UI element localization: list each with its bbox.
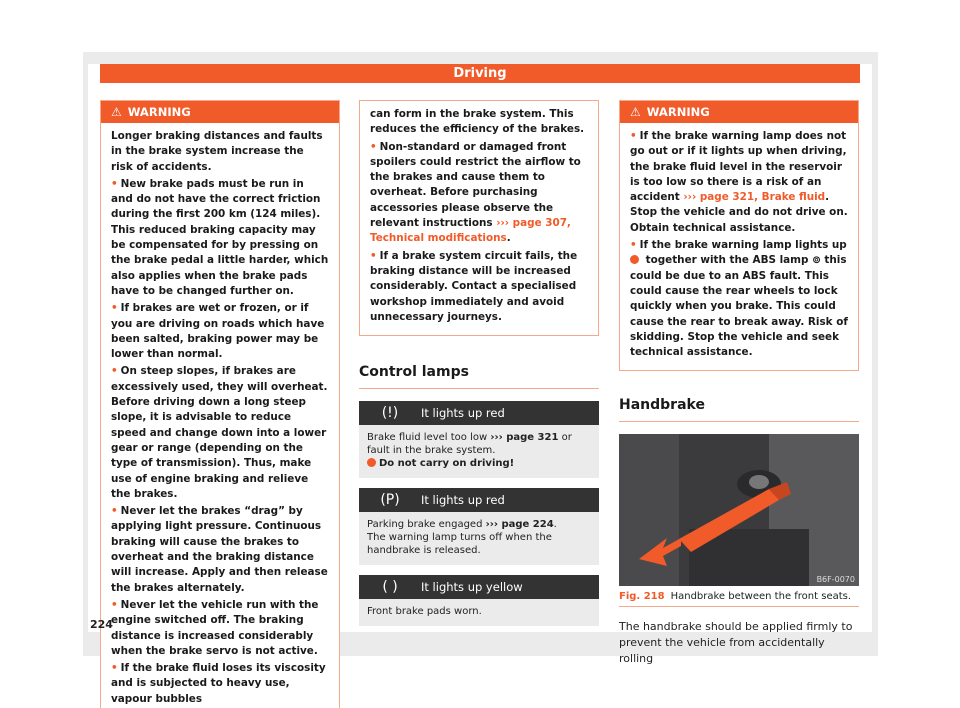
bullet-icon: • [111, 177, 118, 190]
warning-bullet: • Non-standard or damaged front spoilers could restrict the airflow to the brakes and cause them to overheat. Before purchasing accessories please observe the relevant instructions ››› page 307, Technical modifications. [370, 140, 581, 245]
bullet-icon: • [630, 130, 637, 142]
column-3 [619, 100, 859, 667]
bullet-icon: • [370, 140, 377, 153]
warning-box-2 [619, 100, 859, 371]
warning-bullet: • Never let the vehicle run with the engine switched off. The braking distance is increased considerably when the brake servo is not active. [111, 598, 319, 657]
handbrake-illustration [619, 434, 859, 586]
bullet-icon: • [111, 505, 118, 518]
lamp-brake-fluid [359, 401, 599, 478]
bullet-icon: • [111, 598, 118, 611]
brake-lamp-icon [630, 255, 639, 264]
lamp-header [359, 488, 599, 512]
lamp-header [359, 575, 599, 599]
warning-box-1 [100, 100, 340, 708]
warning-bullet: • If brakes are wet or frozen, or if you are driving on roads which have been salted, braking power may be lower than normal. [111, 302, 325, 361]
warning-bullet: • On steep slopes, if brakes are excessively used, they will overheat. Before driving down a long steep slope, it is advisable to reduce speed and change down into a lower gear or range (depending on the type of transmission). Thus, make use of engine braking and relieve the brakes. [111, 365, 328, 500]
lamp-label: It lights up red [421, 406, 505, 421]
brake-warning-icon: (!) [381, 405, 399, 422]
column-2 [359, 100, 599, 636]
lamp-description: Brake fluid level too low ››› page 321 or fault in the brake system. Do not carry on driving! [359, 425, 599, 478]
stop-icon [367, 458, 376, 467]
lamp-description: Parking brake engaged ››› page 224. The warning lamp turns off when the handbrake is released. [359, 512, 599, 565]
bullet-icon: • [111, 365, 118, 378]
figure-caption: Fig. 218 Handbrake between the front seats. [619, 586, 859, 607]
warning-bullet: • If the brake warning lamp does not go out or if it lights up when driving, the brake fluid level in the reservoir is too low so there is a risk of an accident ››› page 321, Brake fluid. Stop the vehicle and do not drive on. Obtain technical assistance. [630, 130, 848, 234]
bullet-icon: • [630, 239, 637, 252]
warning-header: ⚠ WARNING [101, 101, 339, 123]
bullet-icon: • [111, 662, 118, 675]
page-number: 224 [90, 618, 113, 631]
page-link[interactable]: ››› page 224 [485, 519, 554, 531]
warning-box-continued [359, 100, 599, 336]
technical-modifications-link[interactable]: ››› page 307, Technical modifications [370, 217, 571, 245]
lamp-label: It lights up yellow [421, 580, 523, 595]
handbrake-title: Handbrake [619, 397, 859, 422]
lamp-label: It lights up red [421, 493, 505, 508]
brake-pad-icon: ( ) [382, 579, 398, 596]
figure-code: B6F-0070 [816, 575, 855, 585]
control-lamps-title: Control lamps [359, 364, 599, 389]
warning-intro: Longer braking distances and faults in the brake system increase the risk of accidents. [111, 130, 323, 173]
warning-bullet: • Never let the brakes “drag” by applying light pressure. Continuous braking will cause the brakes to overheat and the braking distance will increase. Apply and then release the brakes alternately. [111, 505, 328, 594]
bullet-icon: • [111, 302, 118, 315]
lamp-description: Front brake pads worn. [359, 599, 599, 626]
lamp-header [359, 401, 599, 425]
warning-triangle-icon: ⚠ [630, 105, 641, 119]
bullet-icon: • [370, 249, 377, 262]
lamp-parking-brake [359, 488, 599, 565]
warning-bullet: • If a brake system circuit fails, the braking distance will be increased considerably. Contact a specialised workshop immediately and avoid unnecessary journeys. [370, 249, 578, 323]
warning-bullet: • If the brake fluid loses its viscosity and is subjected to heavy use, vapour bubbles [111, 662, 326, 705]
warning-triangle-icon: ⚠ [111, 105, 122, 119]
abs-lamp-icon: ⊚ [812, 254, 821, 267]
warning-continued-text: can form in the brake system. This reduces the efficiency of the brakes. [370, 108, 585, 136]
warning-header: ⚠ WARNING [620, 101, 858, 123]
lamp-brake-pads [359, 575, 599, 626]
handbrake-figure [619, 434, 859, 586]
chapter-header: Driving [100, 64, 860, 83]
parking-brake-icon: (P) [380, 492, 400, 509]
warning-bullet: • If the brake warning lamp lights up together with the ABS lamp ⊚ this could be due to an ABS fault. This could cause the rear wheels to lock quickly when you brake. This could cause the rear to break away. Risk of skidding. Stop the vehicle and seek technical assistance. [630, 239, 848, 359]
brake-fluid-link[interactable]: ››› page 321, Brake fluid [683, 191, 826, 204]
warning-bullet: • New brake pads must be run in and do not have the correct friction during the first 200 km (124 miles). This reduced braking capacity may be compensated for by pressing on the brake pedal a little harder, which also applies when the brake pads have to be changed further on. [111, 177, 329, 297]
column-1 [100, 100, 340, 708]
handbrake-body-text: The handbrake should be applied firmly to prevent the vehicle from accidentally rolling [619, 620, 853, 666]
page-link[interactable]: ››› page 321 [490, 432, 559, 444]
